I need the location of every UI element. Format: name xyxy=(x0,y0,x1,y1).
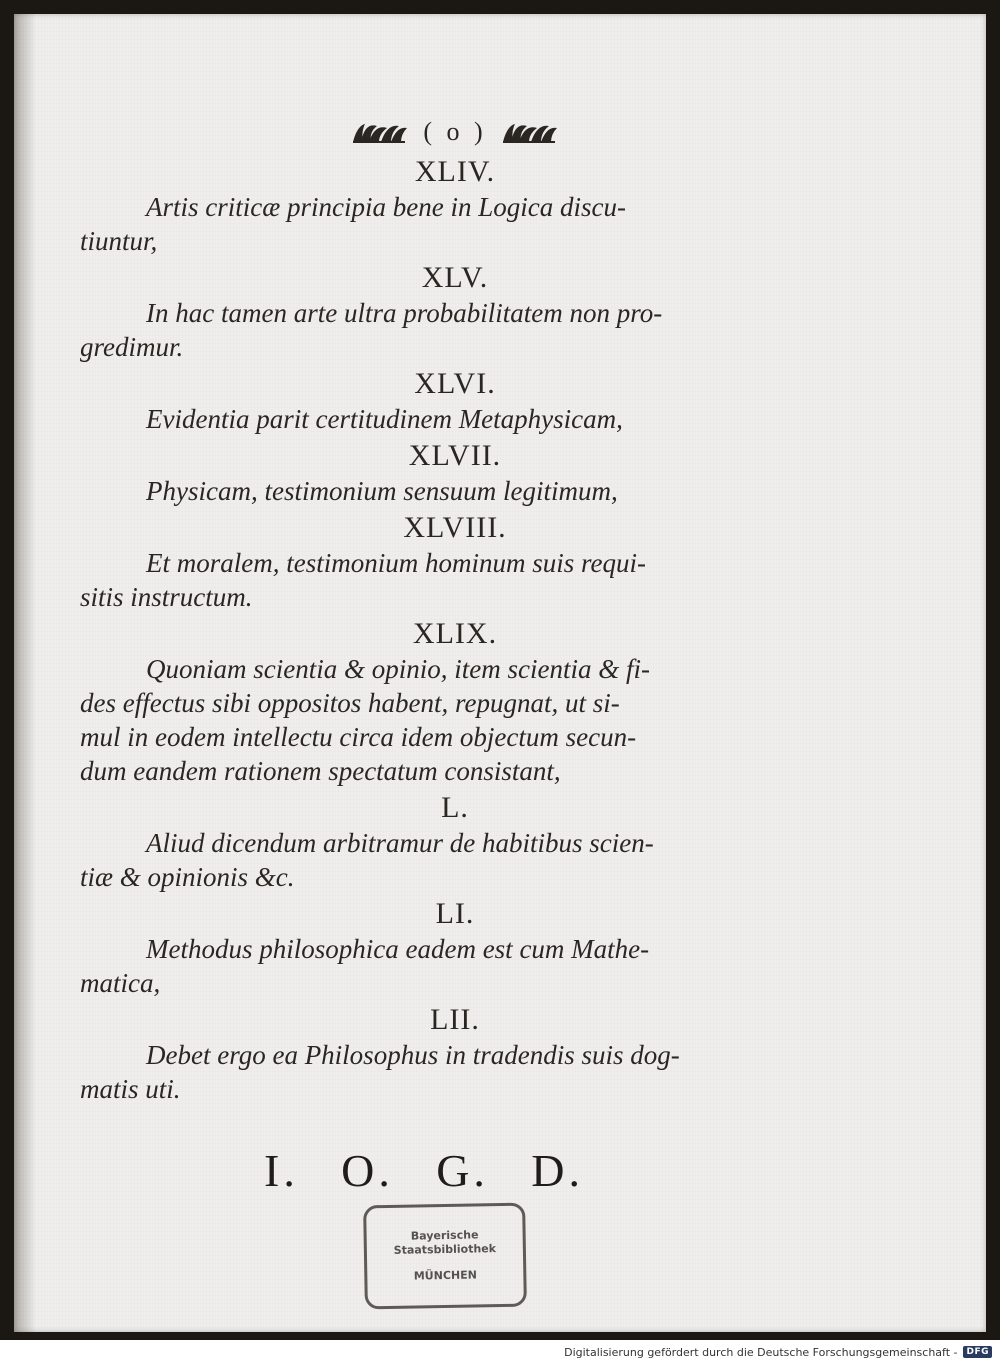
thesis-line: dum eandem rationem spectatum consistant, xyxy=(80,756,561,786)
thesis-line: In hac tamen arte ultra probabilitatem non pro- xyxy=(146,298,663,328)
thesis-line: mul in eodem intellectu circa idem objectum secun- xyxy=(80,722,637,752)
thesis-numeral: XLVII. xyxy=(408,439,502,472)
thesis-text xyxy=(80,932,770,1000)
ornament-right-icon xyxy=(501,120,559,144)
spine-shadow xyxy=(14,14,36,1332)
thesis-text xyxy=(80,474,770,508)
thesis-text xyxy=(80,296,770,364)
thesis-line: Debet ergo ea Philosophus in tradendis suis dog- xyxy=(146,1040,680,1070)
thesis-text xyxy=(80,1038,770,1106)
thesis-line: Methodus philosophica eadem est cum Mathe- xyxy=(146,934,650,964)
thesis-line: Et moralem, testimonium hominum suis requi- xyxy=(146,548,646,578)
thesis-line: tiæ & opinionis &c. xyxy=(80,862,295,892)
thesis-line: Physicam, testimonium sensuum legitimum, xyxy=(146,476,618,506)
thesis-numeral: L. xyxy=(441,791,469,824)
stamp-line: MÜNCHEN xyxy=(413,1268,477,1283)
closing-formula xyxy=(264,1144,584,1197)
thesis-text xyxy=(80,190,770,258)
thesis-numeral: XLVI. xyxy=(414,367,496,400)
thesis-line: des effectus sibi oppositos habent, repugnat, ut si- xyxy=(80,688,620,718)
thesis-numeral: XLIV. xyxy=(414,155,496,188)
thesis-line: gredimur. xyxy=(80,332,184,362)
stamp-line: Bayerische xyxy=(410,1228,479,1243)
stamp-line: Staatsbibliothek xyxy=(393,1242,497,1257)
thesis-line: Quoniam scientia & opinio, item scientia & fi- xyxy=(146,654,650,684)
thesis-line: Evidentia parit certitudinem Metaphysicam, xyxy=(146,404,623,434)
dfg-logo-icon: DFG xyxy=(963,1346,992,1358)
thesis-text xyxy=(80,402,770,436)
page-number: ( o ) xyxy=(423,117,487,146)
footer-text: Digitalisierung gefördert durch die Deutsche Forschungsgemeinschaft - xyxy=(564,1345,958,1359)
digitization-footer xyxy=(0,1340,1000,1364)
thesis-line: tiuntur, xyxy=(80,226,158,256)
thesis-text xyxy=(80,652,770,788)
page-header xyxy=(140,110,770,154)
closing-letter: D. xyxy=(531,1145,584,1196)
closing-letter: O. xyxy=(341,1145,394,1196)
thesis-line: Aliud dicendum arbitramur de habitibus scien- xyxy=(146,828,654,858)
closing-letter: I. xyxy=(264,1145,299,1196)
thesis-numeral: LII. xyxy=(430,1003,480,1036)
ornament-left-icon xyxy=(351,120,409,144)
thesis-numeral: XLIX. xyxy=(412,617,498,650)
text-block xyxy=(80,110,770,1108)
thesis-line: Artis criticæ principia bene in Logica discu- xyxy=(146,192,626,222)
thesis-text xyxy=(80,826,770,894)
closing-letter: G. xyxy=(436,1145,489,1196)
thesis-text xyxy=(80,546,770,614)
thesis-line: matis uti. xyxy=(80,1074,181,1104)
thesis-numeral: LI. xyxy=(435,897,475,930)
library-stamp xyxy=(363,1203,527,1310)
thesis-numeral: XLV. xyxy=(421,261,489,294)
thesis-numeral: XLVIII. xyxy=(403,511,507,544)
book-page xyxy=(14,14,986,1332)
thesis-line: matica, xyxy=(80,968,161,998)
thesis-line: sitis instructum. xyxy=(80,582,253,612)
